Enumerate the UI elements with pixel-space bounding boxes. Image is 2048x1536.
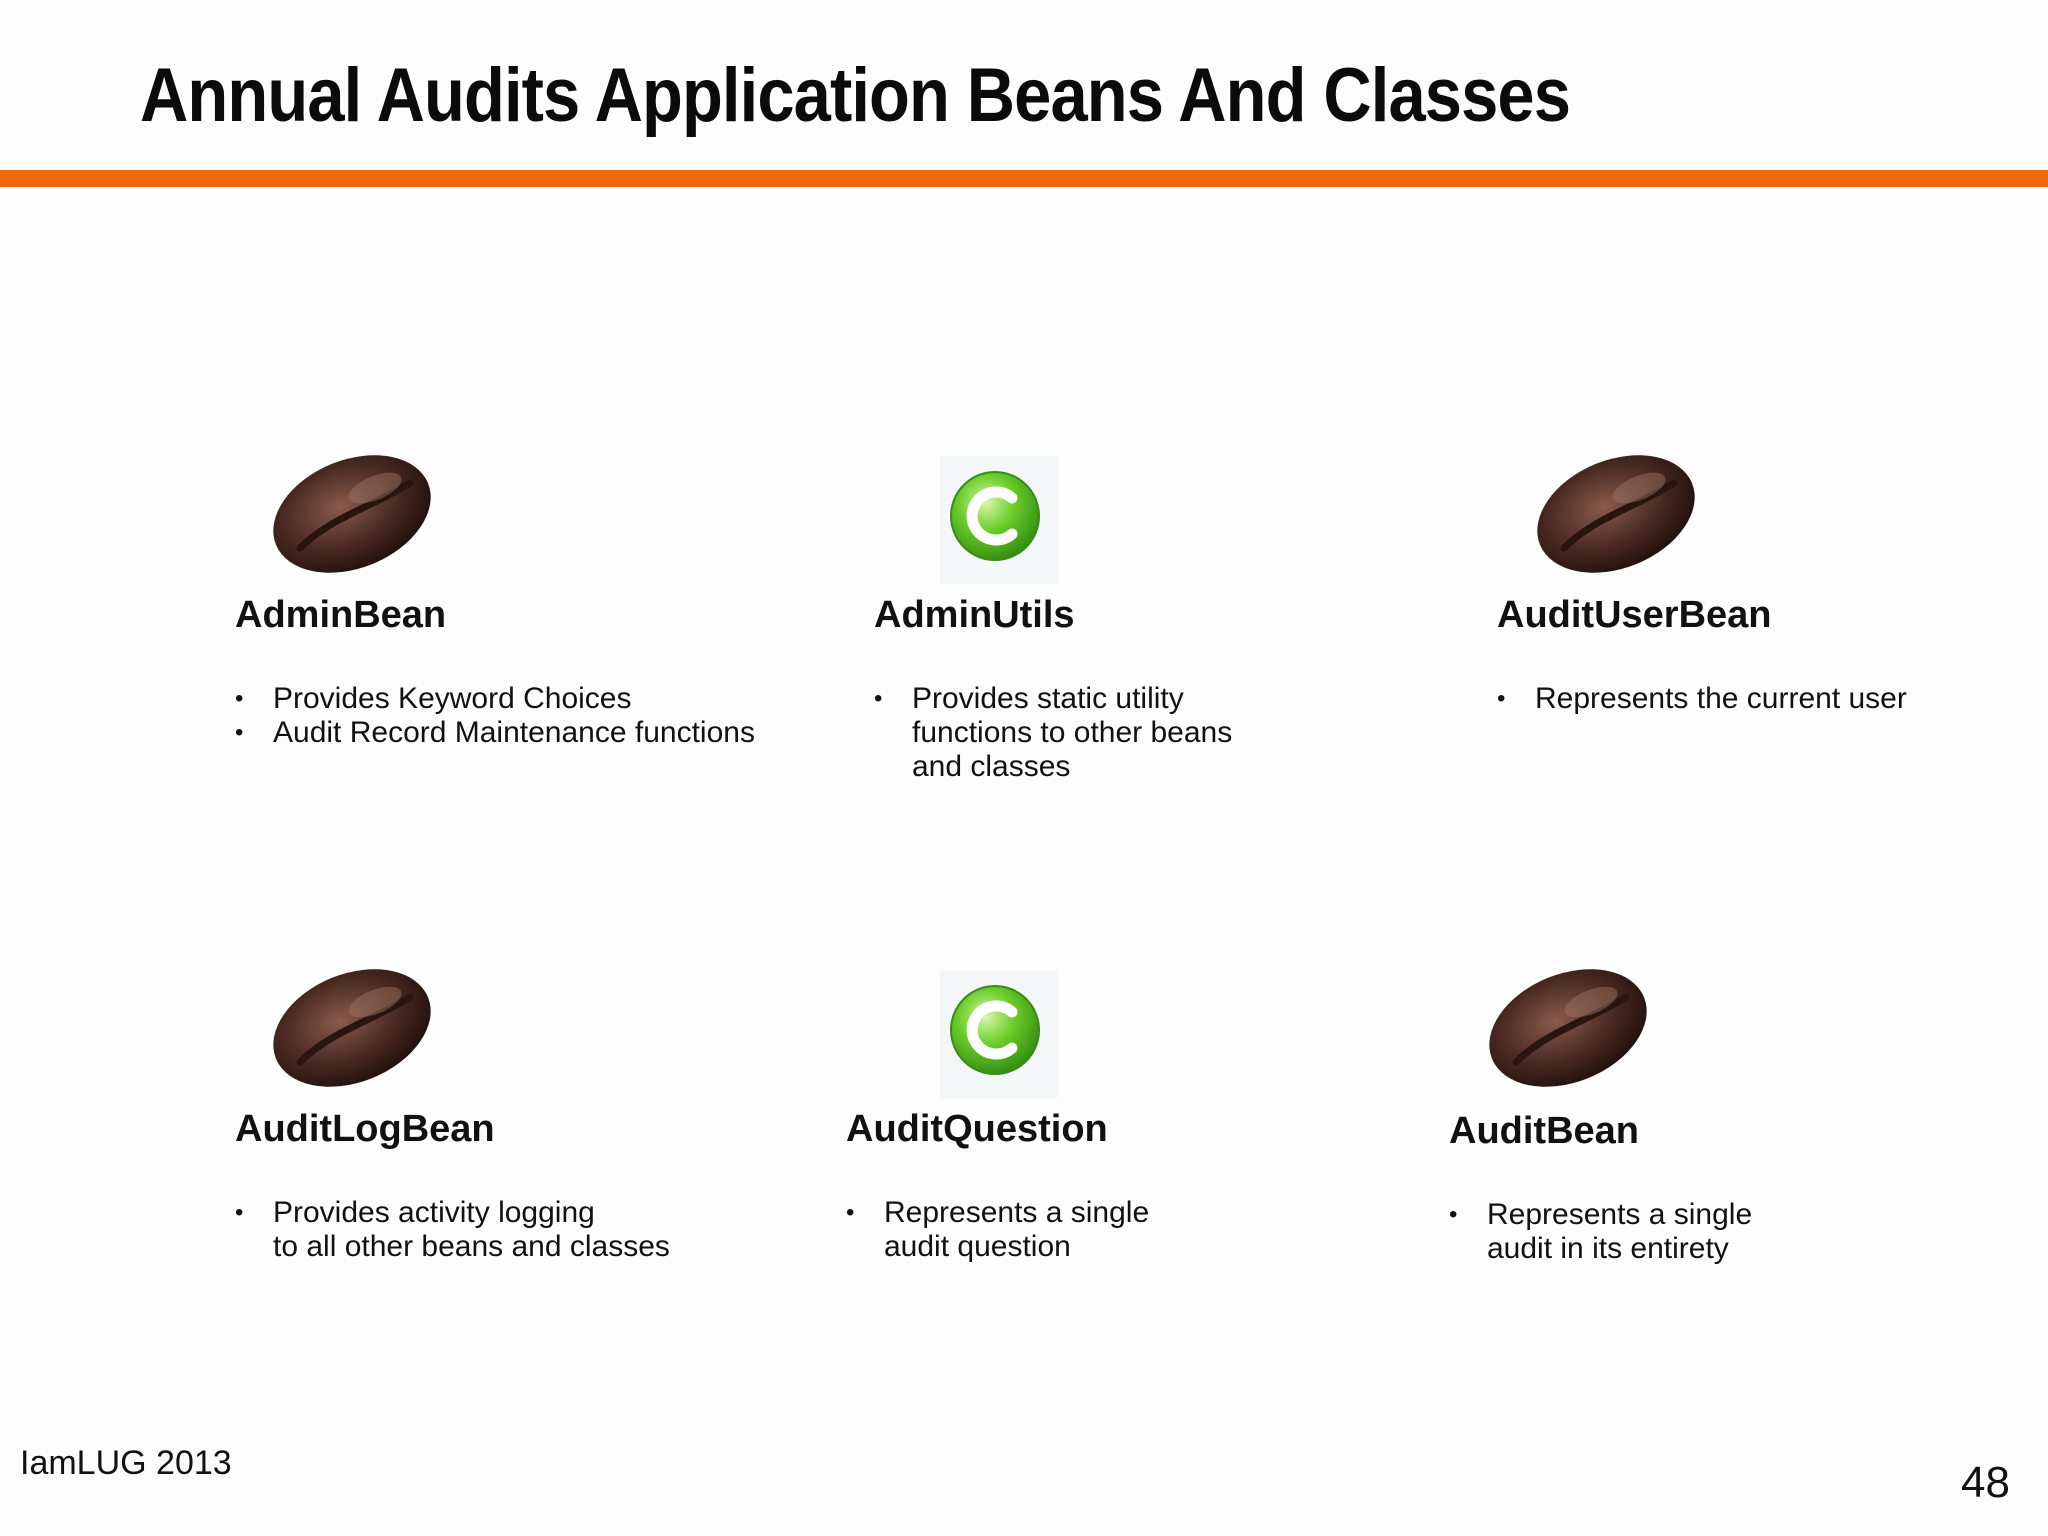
coffee-bean-icon bbox=[1476, 962, 1656, 1100]
item-bullets bbox=[1497, 682, 1907, 716]
item-title: AdminUtils bbox=[874, 594, 1075, 636]
page-number: 48 bbox=[1961, 1458, 2010, 1507]
item-title: AdminBean bbox=[235, 594, 447, 636]
bullet: • Audit Record Maintenance functions bbox=[235, 716, 755, 750]
class-c-icon bbox=[940, 456, 1058, 584]
item-bullets bbox=[235, 1196, 670, 1264]
class-c-icon bbox=[940, 970, 1058, 1098]
coffee-bean-icon bbox=[260, 448, 440, 586]
coffee-bean-icon bbox=[1524, 448, 1704, 586]
item-bullets bbox=[1449, 1198, 1752, 1266]
item-bullets bbox=[846, 1196, 1149, 1264]
bullet: • Provides activity logging to all other beans and classes bbox=[235, 1196, 670, 1264]
item-title: AuditQuestion bbox=[846, 1108, 1108, 1150]
bullet: • Represents the current user bbox=[1497, 682, 1907, 716]
bullet: • Provides static utility functions to other beans and classes bbox=[874, 682, 1232, 784]
bullet: • Represents a single audit in its entirety bbox=[1449, 1198, 1752, 1266]
bullet: • Provides Keyword Choices bbox=[235, 682, 755, 716]
coffee-bean-icon bbox=[260, 962, 440, 1100]
item-title: AuditBean bbox=[1449, 1110, 1639, 1152]
footer-label: IamLUG 2013 bbox=[20, 1444, 232, 1482]
item-title: AuditLogBean bbox=[235, 1108, 495, 1150]
slide-title: Annual Audits Application Beans And Classes bbox=[140, 53, 1571, 138]
bullet: • Represents a single audit question bbox=[846, 1196, 1149, 1264]
item-title: AuditUserBean bbox=[1497, 594, 1772, 636]
title-divider bbox=[0, 170, 2048, 187]
item-bullets bbox=[235, 682, 755, 750]
item-bullets bbox=[874, 682, 1232, 784]
